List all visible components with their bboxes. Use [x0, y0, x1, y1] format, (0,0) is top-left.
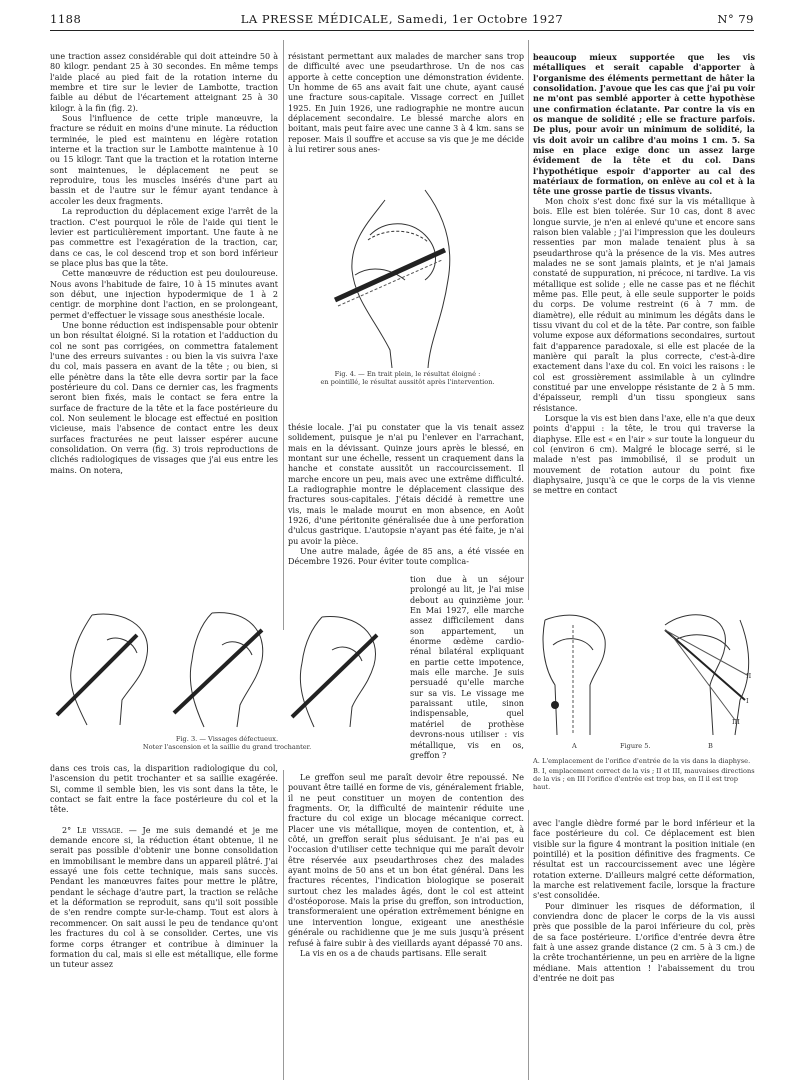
figure-5-caption	[533, 757, 755, 791]
section-heading: 2° Le vissage.	[62, 825, 124, 835]
fig5-label-b: B	[708, 742, 713, 750]
column-3	[533, 52, 755, 497]
fig5-roman-1: I	[746, 697, 749, 705]
column-rule	[528, 40, 529, 600]
paragraph: La reproduction du déplacement exige l'arrêt de la traction. C'est pourquoi le rôle de l'aide qui tient le levier est particulièrement important. Une faute à ne pas commettre est l'exagération de la traction, car, dans ce cas, le col descend trop et son bord inférieur se place plus bas que la tête.	[50, 207, 278, 268]
paragraph: Pour diminuer les risques de déformation, il conviendra donc de placer le corps de la vis aussi près que possible de la paroi inférieure du col, près de sa face postérieure. L'orifice d'entrée devra être fait à une assez grande distance (2 cm. 5 à 3 cm.) de la crête trochantérienne, un peu en arrière de la ligne médiane. Mais attention ! l'abaissement du trou d'entrée ne doit pas	[533, 901, 755, 984]
paragraph: Lorsque la vis est bien dans l'axe, elle n'a que deux points d'appui : la tête, le trou qui traverse la diaphyse. Elle est « en l'air » sur toute la longueur du col (environ 6 cm). Malgré le blocage serré, si le malade n'est pas immobilisé, il se produit un mouvement de rotation autour du point fixe diaphysaire, jusqu'à ce que le corps de la vis vienne se mettre en contact	[533, 414, 755, 496]
caption-line: B. I, emplacement correct de la vis ; II et III, mauvaises directions de la vis ; en III l'orifice d'entrée est trop bas, en II il est trop haut.	[533, 767, 755, 791]
issue-number: N° 79	[717, 12, 754, 26]
paragraph: avec l'angle dièdre formé par le bord inférieur et la face postérieure du col. Ce déplacement est bien visible sur la figure 4 montrant la position initiale (en pointillé) et la position définitive des fragments. Ce résultat est un raccourcissement avec une légère rotation externe. D'ailleurs malgré cette déformation, la marche est relativement facile, lorsque la fracture s'est consolidée.	[533, 819, 755, 901]
page-number: 1188	[50, 12, 82, 26]
paragraph: beaucoup mieux supportée que les vis métalliques et serait capable d'apporter à l'organisme des éléments permettant de hâter la consolidation. J'avoue que les cas que j'ai pu voir ne m'ont pas semblé apporter à cette hypothèse une confirmation éclatante. Par contre la vis en os manque de solidité ; elle se fracture parfois. De plus, pour avoir un minimum de solidité, la vis doit avoir un calibre d'au moins 1 cm. 5. Sa mise en place exige donc un assez large évidement de la tête et du col. Dans l'hypothétique espoir d'apporter au cal des matériaux de formation, on enlève au col et à la tête une grosse partie de tissus vivants.	[533, 52, 755, 197]
paragraph: Une bonne réduction est indispensable pour obtenir un bon résultat éloigné. Si la rotation et l'adduction du col ne sont pas corrigées, on commettra fatalement l'une des erreurs suivantes : ou bien la vis suivra l'axe du col, mais passera en avant de la tête ; ou bien, si elle pénètre dans la tête elle devra sortir par la face postérieure du col. Dans ce dernier cas, les fragments seront bien fixés, mais le contact se fera entre la surface de fracture de la tête et la face postérieure du col. Non seulement le blocage est effectué en position vicieuse, mais l'absence de contact entre les deux surfaces fracturées ne peut laisser espérer aucune consolidation. On verra (fig. 3) trois reproductions de clichés radiologiques de vissages que j'ai eus entre les mains. On notera,	[50, 320, 278, 475]
column-2	[288, 52, 524, 155]
paragraph: Mon choix s'est donc fixé sur la vis métallique à bois. Elle est bien tolérée. Sur 10 cas, dont 8 avec longue survie, je n'en ai enlevé qu'une et encore sans raison bien valable ; j'ai l'impression que les douleurs ressenties par mon malade tenaient plus à sa pseudarthrose qu'à la présence de la vis. Mes autres malades ne se sont jamais plaints, et je n'ai jamais constaté de suppuration, ni précoce, ni tardive. La vis métallique est solide ; elle ne casse pas et ne fléchit même pas. Elle peut, à elle seule supporter le poids du corps. De volume restreint (6 à 7 mm. de diamètre), elle réduit au minimum les dégâts dans le tissu vivant du col et de la tête. Par contre, son faible volume expose aux déformations secondaires, surtout fait d'apparence paradoxale, si elle est placée de la manière qui paraît la plus correcte, c'est-à-dire exactement dans l'axe du col. En voici les raisons : le col est grossièrement assimilable à un cylindre constitué par une enveloppe résistante de 2 à 5 mm. d'épaisseur, rempli d'un tissu spongieux sans résistance.	[533, 196, 755, 413]
caption-line: en pointillé, le résultat aussitôt après l'intervention.	[320, 378, 495, 386]
journal-title: LA PRESSE MÉDICALE, Samedi, 1er Octobre 1927	[240, 12, 564, 26]
paragraph: thésie locale. J'ai pu constater que la vis tenait assez solidement, puisque je n'ai pu l'enlever en l'arrachant, mais en la dévissant. Quinze jours après le blessé, en montant sur une échelle, ressent un craquement dans la hanche et constate aussitôt un raccourcissement. Il marche encore un peu, mais avec une extrême difficulté. La radiographie montre le déplacement classique des fractures sous-capitales. J'étais décidé à remettre une vis, mais le malade mourut en mon absence, en Août 1926, d'une péritonite généralisée due à une perforation d'ulcus gastrique. L'autopsie n'ayant pas été faite, je n'ai pu avoir la pièce.	[288, 423, 524, 546]
paragraph: Le greffon seul me paraît devoir être repoussé. Ne pouvant être taillé en forme de vis, généralement friable, il ne peut constituer un moyen de contention des fragments. Or, la difficulté de maintenir réduite une fracture du col exige un blocage mécanique correct. Placer une vis métallique, moyen de contention, et, à côté, un greffon serait plus séduisant. Je n'ai pas eu l'occasion d'utiliser cette technique qui me paraît devoir être réservée aux pseudarthroses chez des malades ayant moins de 50 ans et un bon état général. Dans les fractures récentes, l'indication biologique se poserait surtout chez les malades âgés, dont le col est atteint d'ostéoporose. Mais la prise du greffon, son introduction, transformeraient une opération extrêmement bénigne en une intervention longue, exigeant une anesthésie générale ou rachidienne que je me suis jusqu'à présent refusé à faire subir à des vieillards ayant dépassé 70 ans.	[288, 773, 524, 948]
caption-line: Fig. 4. — En trait plein, le résultat éloigné :	[334, 370, 481, 378]
fig5-label-a: A	[572, 742, 577, 750]
paragraph: tion due à un séjour prolongé au lit, je l'ai mise debout au quinzième jour. En Mai 1927, elle marche assez difficilement dans son appartement, un énorme œdème cardio-rénal bilatéral expliquant en partie cette impotence, mais elle marche. Je suis persuadé qu'elle marche sur sa vis. Le vissage me paraissant utile, sinon indispensable, quel matériel de prothèse devrons-nous utiliser : vis métallique, vis en os, greffon ?	[410, 575, 524, 760]
paragraph: Cette manœuvre de réduction est peu douloureuse. Nous avons l'habitude de faire, 10 à 15 minutes avant son début, une injection hypodermique de 1 à 2 centigr. de morphine dont l'action, en se prolongeant, permet d'effectuer le vissage sous anesthésie locale.	[50, 269, 278, 320]
column-rule	[283, 40, 284, 630]
paragraph-vissage	[50, 826, 278, 971]
column-2-bottom	[288, 773, 524, 959]
paragraph: Sous l'influence de cette triple manœuvre, la fracture se réduit en moins d'une minute. La réduction terminée, le pied est maintenu en légère rotation interne et la traction sur le Lambotte maintenue à 10 ou 15 kilogr. Tant que la traction et la rotation interne sont maintenues, le déplacement ne peut se reproduire, tous les muscles insérés d'une part au bassin et de l'autre sur le fémur ayant tendance à accoler les deux fragments.	[50, 114, 278, 206]
figure-3-drawing	[52, 605, 402, 730]
paragraph: une traction assez considérable qui doit atteindre 50 à 80 kilogr. pendant 25 à 30 secondes. En même temps l'aide placé au pied fait de la rotation interne du membre et tire sur le levier de Lambotte, traction faible au début de l'écartement atteignant 25 à 30 kilogr. à la fin (fig. 2).	[50, 52, 278, 113]
figure-4-caption	[300, 370, 515, 386]
page-header	[50, 10, 754, 31]
caption-line: Fig. 3. — Vissages défectueux.	[175, 735, 279, 743]
paragraph: dans ces trois cas, la disparition radiologique du col, l'ascension du petit trochanter et sa saillie exagérée. Si, comme il semble bien, les vis sont dans la tête, le contact se fait entre la face postérieure du col et la tête.	[50, 764, 278, 815]
caption-line: Noter l'ascension et la saillie du grand trochanter.	[142, 743, 312, 751]
caption-line: A. L'emplacement de l'orifice d'entrée de la vis dans la diaphyse.	[533, 757, 751, 765]
column-1-bottom	[50, 764, 278, 971]
column-2-narrow	[410, 575, 524, 761]
fig5-roman-2: II	[746, 672, 752, 680]
column-rule	[283, 770, 284, 1080]
column-1	[50, 52, 278, 476]
paragraph: résistant permettant aux malades de marcher sans trop de difficulté avec une pseudarthrose. Un de nos cas apporte à cette conception une démonstration évidente. Un homme de 65 ans avait fait une chute, ayant causé une fracture sous-capitale. Vissage correct en Juillet 1925. En Juin 1926, une radiographie ne montre aucun déplacement secondaire. Le blessé marche alors en boitant, mais peut faire avec une canne 3 à 4 km. sans se reposer. Mais il souffre et accuse sa vis que je me décide à lui retirer sous anes-	[288, 52, 524, 155]
column-2-middle	[288, 423, 524, 568]
figure-5-drawing	[535, 605, 757, 740]
figure-3-caption	[52, 735, 402, 751]
column-3-bottom	[533, 819, 755, 985]
paragraph-text: — Je me suis demandé et je me demande encore si, la réduction étant obtenue, il ne serait pas possible d'obtenir une bonne consolidation en immobilisant le membre dans un appareil plâtré. J'ai essayé une fois cette technique, mais sans succès. Pendant les manœuvres faites pour mettre le plâtre, pendant le séchage d'autre part, la traction se relâche et la déformation se reproduit, sans qu'il soit possible de s'en rendre compte sur-le-champ. Tout est alors à recommencer. On sait aussi le peu de tendance qu'ont les fractures du col à se consolider. Certes, une vis forme corps étranger et contribue à diminuer la formation du cal, mais si elle est métallique, elle forme un tuteur assez	[50, 825, 278, 970]
fig5-roman-3: III	[732, 718, 740, 726]
paragraph: Une autre malade, âgée de 85 ans, a été vissée en Décembre 1926. Pour éviter toute complica-	[288, 547, 524, 567]
paragraph: La vis en os a de chauds partisans. Elle serait	[300, 948, 487, 958]
figure-4-drawing	[330, 180, 470, 370]
column-rule	[528, 810, 529, 1080]
fig5-title: Figure 5.	[620, 742, 651, 750]
